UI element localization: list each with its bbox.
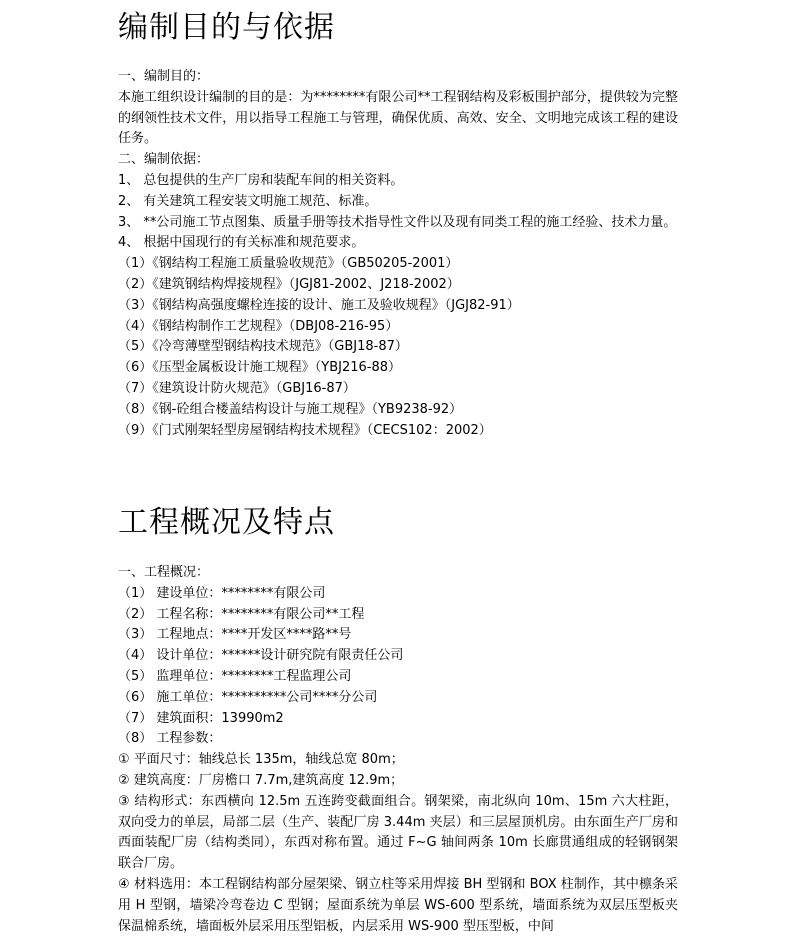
param-item: ④ 材料选用：本工程钢结构部分屋架梁、钢立柱等采用焊接 BH 型钢和 BOX 柱制作，其中檩条采用 H 型钢，墙梁冷弯卷边 C 型钢；屋面系统为单层 WS-600 型系统，墙面系统为双层压型板夹保温棉系统，墙面板外层采用压型铝板，内层采用 WS-900 型压型板，中间 (118, 876, 678, 934)
basis-item: 2、 有关建筑工程安装文明施工规范、标准。 (118, 193, 378, 209)
section-body-purpose (118, 67, 678, 441)
overview-heading: 一、工程概况： (118, 565, 210, 580)
standard-item: （6）《压型金属板设计施工规程》（YBJ216-88） (118, 360, 402, 376)
basis-heading: 二、编制依据： (118, 152, 210, 168)
basis-item: 3、 **公司施工节点图集、质量手册等技术指导性文件以及现有同类工程的施工经验、技术力量。 (118, 214, 677, 230)
overview-item: （8） 工程参数： (118, 731, 222, 747)
overview-item: （4） 设计单位：******设计研究院有限责任公司 (118, 648, 404, 664)
purpose-heading: 一、编制目的： (118, 69, 210, 84)
standard-item: （4）《钢结构制作工艺规程》（DBJ08-216-95） (118, 318, 399, 334)
standard-item: （1）《钢结构工程施工质量验收规范》（GB50205-2001） (118, 256, 459, 272)
section-title-purpose: 编制目的与依据 (118, 10, 335, 45)
purpose-text: 本施工组织设计编制的目的是：为********有限公司**工程钢结构及彩板围护部分，提供较为完整的纲领性技术文件，用以指导工程施工与管理，确保优质、高效、安全、文明地完成该工程的建设任务。 (118, 89, 678, 147)
standard-item: （5）《冷弯薄壁型钢结构技术规范》（GBJ18-87） (118, 339, 408, 355)
param-item: ③ 结构形式：东西横向 12.5m 五连跨变截面组合。钢架梁，南北纵向 10m、15m 六大柱距，双向受力的单层，局部二层（生产、装配厂房 3.44m 夹层）和三层屋顶机房。由东面生产厂房和西面装配厂房（结构类同），东西对称布置。通过 F~G 轴间两条 10m 长廊贯通组成的轻钢钢架联合厂房。 (118, 793, 678, 872)
overview-item: （6） 施工单位：**********公司****分公司 (118, 689, 378, 705)
standard-item: （2）《建筑钢结构焊接规程》（JGJ81-2002、J218-2002） (118, 276, 460, 292)
section-title-overview: 工程概况及特点 (118, 505, 335, 540)
overview-item: （3） 工程地点：****开发区****路**号 (118, 627, 352, 643)
basis-item: 4、 根据中国现行的有关标准和规范要求。 (118, 235, 365, 251)
standard-item: （9）《门式刚架轻型房屋钢结构技术规程》（CECS102：2002） (118, 422, 492, 438)
param-item: ① 平面尺寸：轴线总长 135m，轴线总宽 80m； (118, 752, 404, 768)
standard-item: （3）《钢结构高强度螺栓连接的设计、施工及验收规程》（JGJ82-91） (118, 297, 520, 313)
overview-item: （7） 建筑面积：13990m2 (118, 710, 284, 726)
overview-item: （5） 监理单位：********工程监理公司 (118, 668, 352, 684)
standard-item: （7）《建筑设计防火规范》（GBJ16-87） (118, 380, 356, 396)
param-item: ② 建筑高度：厂房檐口 7.7m,建筑高度 12.9m； (118, 772, 404, 788)
standard-item: （8）《钢-砼组合楼盖结构设计与施工规程》（YB9238-92） (118, 401, 463, 417)
overview-item: （2） 工程名称：********有限公司**工程 (118, 606, 365, 622)
section-body-overview (118, 563, 678, 937)
overview-item: （1） 建设单位：********有限公司 (118, 585, 326, 601)
basis-item: 1、 总包提供的生产厂房和装配车间的相关资料。 (118, 172, 404, 188)
